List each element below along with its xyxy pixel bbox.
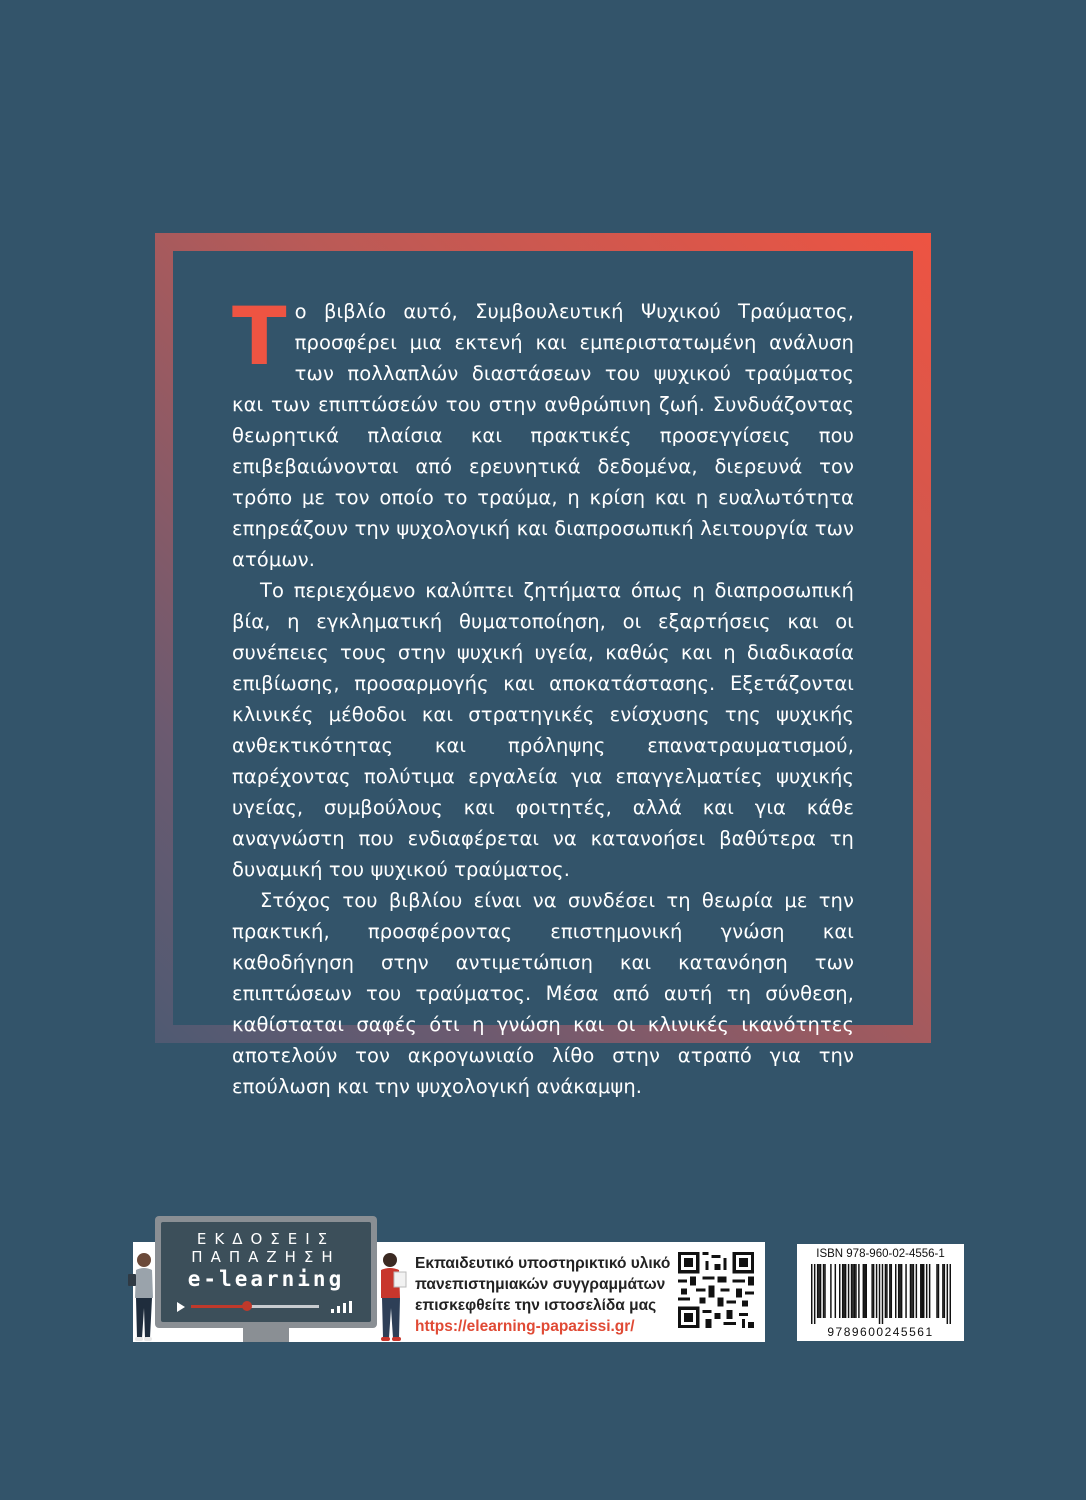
elearning-monitor bbox=[155, 1216, 377, 1328]
banner-line-2: πανεπιστημιακών συγγραμμάτων bbox=[415, 1276, 666, 1293]
barcode-bar bbox=[923, 1264, 924, 1318]
elearning-title: e-learning bbox=[187, 1267, 345, 1291]
barcode-bar bbox=[911, 1264, 912, 1318]
barcode-bar bbox=[899, 1264, 900, 1318]
publisher-line-1: ΕΚΔΟΣΕΙΣ bbox=[196, 1230, 336, 1248]
monitor-stand bbox=[243, 1328, 289, 1342]
barcode-bar bbox=[947, 1264, 948, 1324]
barcode-bar bbox=[835, 1264, 836, 1318]
barcode-bar bbox=[905, 1264, 906, 1318]
barcode-bars bbox=[811, 1264, 951, 1324]
barcode-bar bbox=[913, 1264, 914, 1318]
barcode-bar bbox=[817, 1264, 818, 1318]
elearning-screen bbox=[161, 1222, 371, 1322]
man-figure-icon bbox=[372, 1250, 412, 1344]
barcode-bar bbox=[814, 1264, 815, 1324]
progress-fill bbox=[191, 1305, 247, 1308]
barcode-bar bbox=[950, 1264, 951, 1324]
banner-line-3: επισκεφθείτε την ιστοσελίδα μας bbox=[415, 1297, 657, 1314]
barcode-bar bbox=[824, 1264, 825, 1318]
drop-cap: Τ bbox=[232, 290, 287, 383]
barcode-bar bbox=[848, 1264, 849, 1318]
barcode-bar bbox=[879, 1264, 880, 1324]
barcode-bar bbox=[882, 1264, 883, 1324]
barcode-bar bbox=[871, 1264, 872, 1318]
barcode-bar bbox=[811, 1264, 812, 1324]
barcode-bar bbox=[830, 1264, 831, 1318]
barcode-bar bbox=[866, 1264, 867, 1318]
barcode-bar bbox=[843, 1264, 844, 1318]
barcode-bar bbox=[926, 1264, 927, 1318]
isbn-barcode bbox=[797, 1244, 964, 1341]
barcode-bar bbox=[920, 1264, 921, 1318]
barcode-bar bbox=[891, 1264, 892, 1318]
barcode-bar bbox=[854, 1264, 855, 1318]
barcode-bar bbox=[936, 1264, 937, 1318]
barcode-bar bbox=[823, 1264, 824, 1318]
ean-number: 9789600245561 bbox=[827, 1325, 934, 1339]
barcode-bar bbox=[916, 1264, 917, 1318]
barcode-bar bbox=[895, 1264, 896, 1318]
barcode-bar bbox=[922, 1264, 923, 1318]
publisher-line-2: ΠΑΠΑΖΗΣΗ bbox=[191, 1248, 341, 1266]
blurb-paragraph-2: Το περιεχόμενο καλύπτει ζητήματα όπως η διαπροσωπική βία, η εγκληματική θυματοποίηση, οι εξαρτήσεις και οι συνέπειες τους στην ψυχική υγεία, καθώς και η διαδικασία επιβίωσης, προσαρμογής και αποκατάστασης. Εξετάζονται κλινικές μέθοδοι και στρατηγικές ενίσχυσης της ψυχικής ανθεκτικότητας και πρόληψης επανατραυματισμού, παρέχοντας πολύτιμα εργαλεία για επαγγελματίες ψυχικής υγείας, συμβούλους και φοιτητές, αλλά και για κάθε αναγνώστη που ενδιαφέρεται να κατανοήσει βαθύτερα τη δυναμική του ψυχικού τραύματος. bbox=[232, 579, 854, 881]
video-progress bbox=[177, 1302, 353, 1312]
barcode-bar bbox=[842, 1264, 843, 1318]
volume-icon bbox=[331, 1301, 353, 1313]
barcode-bar bbox=[944, 1264, 945, 1318]
back-cover-blurb bbox=[232, 290, 854, 1102]
barcode-bar bbox=[839, 1264, 840, 1318]
barcode-bar bbox=[886, 1264, 887, 1318]
barcode-bar bbox=[852, 1264, 853, 1318]
barcode-bar bbox=[858, 1264, 859, 1318]
isbn-label: ISBN 978-960-02-4556-1 bbox=[816, 1248, 945, 1260]
banner-line-1: Εκπαιδευτικό υποστηρικτικό υλικό bbox=[415, 1255, 671, 1272]
barcode-bar bbox=[889, 1264, 890, 1318]
blurb-paragraph-3: Στόχος του βιβλίου είναι να συνδέσει τη θεωρία με την πρακτική, προσφέροντας επιστημονική γνώση και καθοδήγηση στην αντιμετώπιση και κατανόηση των επιπτώσεων του τραύματος. Μέσα από αυτή τη σύνθεση, καθίσταται σαφές ότι η γνώση και οι κλινικές ικανότητες αποτελούν τον ακρογωνιαίο λίθο στην ατραπό για την επούλωση και την ψυχολογική ανάκαμψη. bbox=[232, 889, 854, 1098]
barcode-bar bbox=[863, 1264, 864, 1318]
banner-text bbox=[415, 1253, 675, 1337]
barcode-bar bbox=[898, 1264, 899, 1318]
barcode-bar bbox=[845, 1264, 846, 1318]
barcode-bar bbox=[818, 1264, 819, 1318]
barcode-bar bbox=[855, 1264, 856, 1318]
barcode-bar bbox=[876, 1264, 877, 1318]
blurb-paragraph-1: Το βιβλίο αυτό, Συμβουλευτική Ψυχικού Τραύματος, προσφέρει μια εκτενή και εμπεριστατωμένη ανάλυση των πολλαπλών διαστάσεων του ψυχικού τραύματος και των επιπτώσεών του στην ανθρώπινη ζωή. Συνδυάζοντας θεωρητικά πλαίσια και πρακτικές προσεγγίσεις που επιβεβαιώνονται από ερευνητικά δεδομένα, διερευνά τον τρόπο με τον οποίο το τραύμα, η κρίση και η ευαλωτότητα επηρεάζουν την ψυχολογική και διαπροσωπική λειτουργία των ατόμων. bbox=[232, 290, 854, 571]
barcode-bar bbox=[901, 1264, 902, 1318]
play-icon bbox=[177, 1302, 185, 1312]
qr-code-icon[interactable] bbox=[678, 1252, 754, 1328]
barcode-bar bbox=[820, 1264, 821, 1318]
progress-knob bbox=[242, 1301, 252, 1311]
barcode-bar bbox=[910, 1264, 911, 1318]
barcode-bar bbox=[873, 1264, 874, 1318]
barcode-bar bbox=[929, 1264, 930, 1318]
elearning-link[interactable]: https://elearning-papazissi.gr/ bbox=[415, 1318, 635, 1335]
barcode-bar bbox=[864, 1264, 865, 1318]
barcode-bar bbox=[851, 1264, 852, 1318]
barcode-bar bbox=[942, 1264, 943, 1318]
barcode-bar bbox=[885, 1264, 886, 1318]
barcode-bar bbox=[938, 1264, 939, 1318]
